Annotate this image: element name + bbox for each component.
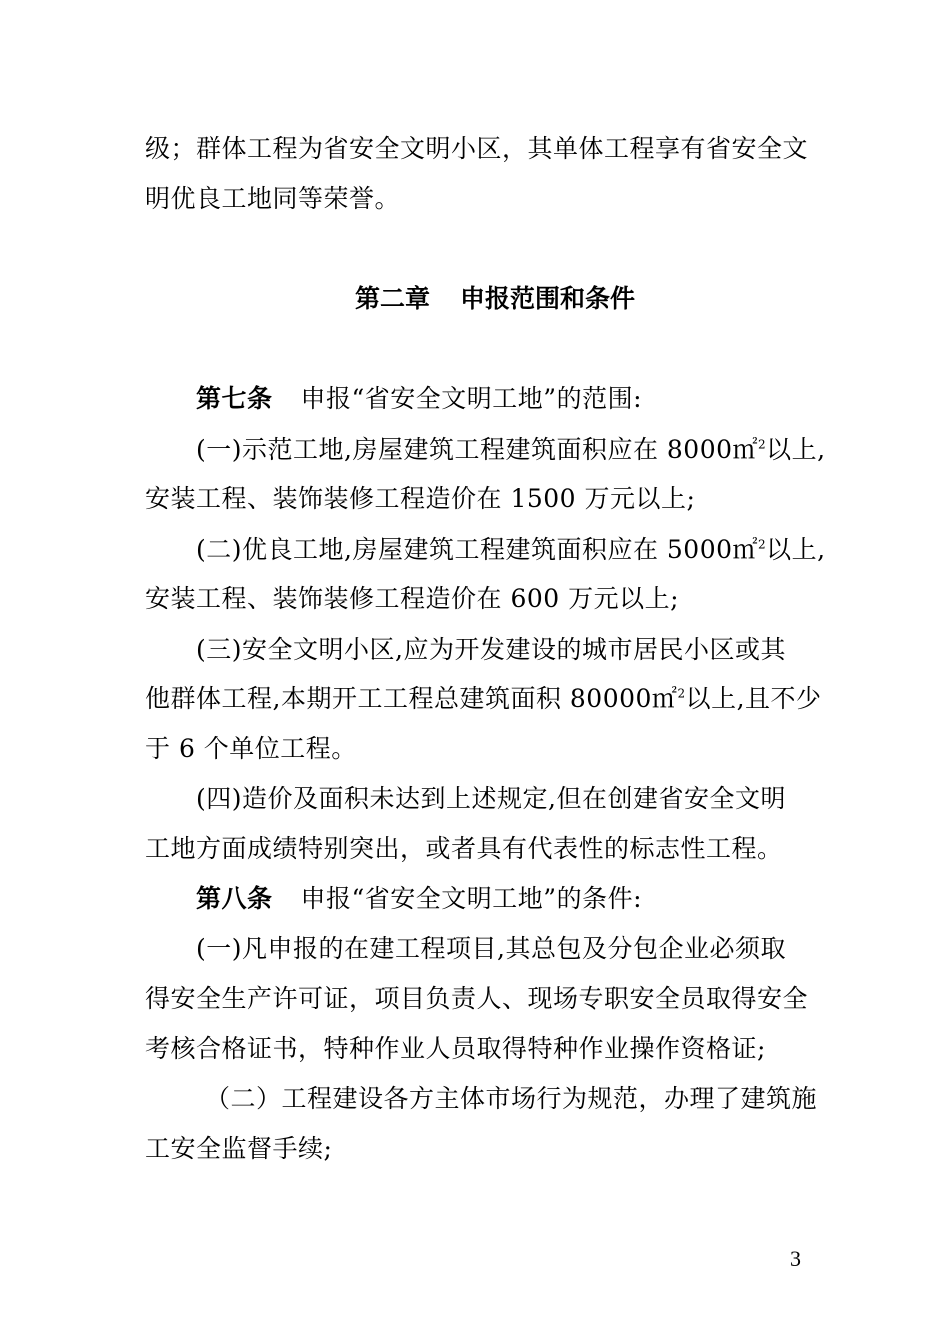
article-7-item-4-line-2: 工地方面成绩特别突出，或者具有代表性的标志性工程。	[145, 834, 783, 863]
article-8-item-2-line-1: （二）工程建设各方主体市场行为规范，办理了建筑施	[205, 1084, 818, 1113]
article-7-item-3-line-3: 于 6 个单位工程。	[145, 734, 357, 763]
chapter-title: 申报范围和条件	[460, 284, 636, 313]
article-7-text: 申报“省安全文明工地”的范围:	[300, 384, 643, 413]
intro-line-1: 级；群体工程为省安全文明小区，其单体工程享有省安全文	[145, 134, 809, 163]
text-segment: 他群体工程,本期开工工程总建筑面积 80000㎡	[145, 684, 678, 713]
superscript: 2	[758, 537, 767, 552]
superscript: 2	[758, 437, 767, 452]
text-segment: 以上,	[766, 435, 826, 464]
chapter-heading	[0, 282, 950, 316]
article-8-item-1-line-3: 考核合格证书，特种作业人员取得特种作业操作资格证;	[145, 1034, 766, 1063]
article-7-item-2-line-2: 安装工程、装饰装修工程造价在 600 万元以上;	[145, 584, 680, 613]
article-8-heading	[196, 882, 642, 916]
article-7-heading	[196, 382, 642, 416]
chapter-number: 第二章	[354, 284, 430, 313]
article-8-item-2-line-2: 工安全监督手续;	[145, 1134, 333, 1163]
text-segment: (二)优良工地,房屋建筑工程建筑面积应在 5000㎡	[196, 535, 759, 564]
article-7-item-4-line-1: (四)造价及面积未达到上述规定,但在创建省安全文明	[196, 784, 786, 813]
text-segment: 以上,且不少	[685, 684, 822, 713]
intro-line-2: 明优良工地同等荣誉。	[145, 184, 401, 213]
page-number: 3	[790, 1246, 801, 1271]
article-7-item-3-line-2	[145, 682, 822, 716]
text-segment: 以上,	[766, 535, 826, 564]
article-7-item-3-line-1: (三)安全文明小区,应为开发建设的城市居民小区或其	[196, 635, 786, 664]
article-7-title: 第七条	[196, 384, 273, 413]
article-8-item-1-line-2: 得安全生产许可证，项目负责人、现场专职安全员取得安全	[145, 984, 809, 1013]
superscript: 2	[677, 686, 686, 701]
article-7-item-2-line-1	[196, 533, 826, 567]
article-8-text: 申报“省安全文明工地”的条件:	[300, 884, 643, 913]
article-7-item-1-line-2: 安装工程、装饰装修工程造价在 1500 万元以上;	[145, 484, 696, 513]
article-7-item-1-line-1	[196, 433, 826, 467]
article-8-item-1-line-1: (一)凡申报的在建工程项目,其总包及分包企业必须取	[196, 934, 786, 963]
text-segment: (一)示范工地,房屋建筑工程建筑面积应在 8000㎡	[196, 435, 759, 464]
article-8-title: 第八条	[196, 884, 273, 913]
